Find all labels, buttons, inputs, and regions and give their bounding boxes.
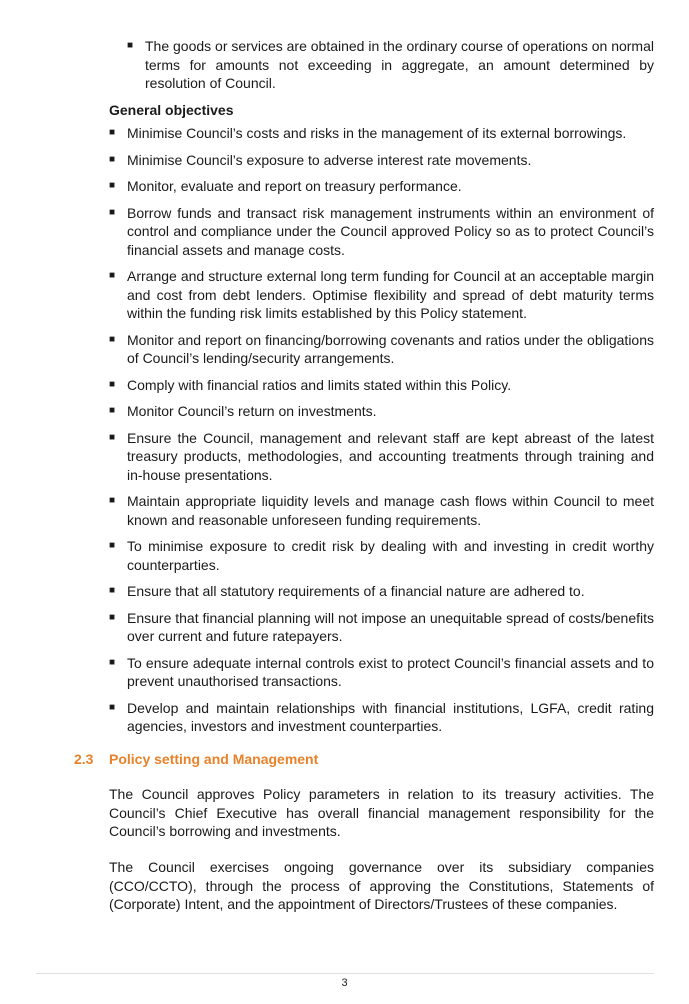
list-item-text: Develop and maintain relationships with financial institutions, LGFA, credit rating agencies, investors and investment counterparties. — [127, 699, 654, 734]
list-item-text: Minimise Council’s exposure to adverse interest rate movements. — [127, 151, 532, 168]
list-item-text: Ensure that all statutory requirements of a financial nature are adhered to. — [127, 583, 585, 599]
list-item-text: Ensure the Council, management and relevant staff are kept abreast of the latest treasury products, methodologies, and accounting treatments through training and in-house presentations. — [127, 429, 654, 483]
general-objectives-list — [109, 124, 654, 744]
section-paragraph: The Council approves Policy parameters in relation to its treasury activities. The Council’s Chief Executive has overall financial management responsibility for the Council’s borrowing and investments. — [109, 786, 654, 839]
square-bullet-icon: ■ — [109, 495, 116, 506]
square-bullet-icon: ■ — [109, 431, 116, 443]
list-item — [109, 124, 654, 143]
square-bullet-icon: ■ — [109, 270, 116, 281]
list-item-text: Monitor Council’s return on investments. — [127, 403, 377, 419]
square-bullet-icon: ■ — [109, 153, 116, 165]
footer-divider — [36, 973, 654, 974]
list-item — [109, 267, 654, 323]
square-bullet-icon: ■ — [109, 405, 116, 416]
square-bullet-icon: ■ — [127, 40, 134, 51]
list-item-text: To minimise exposure to credit risk by dealing with and investing in credit worthy counterparties. — [127, 538, 654, 573]
list-item — [127, 37, 654, 93]
section-paragraph: The Council exercises ongoing governance over its subsidiary companies (CCO/CCTO), through the process of approving the Constitutions, Statements of (Corporate) Intent, and the appointment of Directors/Trustees of these companies. — [109, 859, 654, 912]
list-item — [109, 582, 654, 601]
list-item — [109, 654, 654, 691]
square-bullet-icon: ■ — [109, 127, 116, 138]
square-bullet-icon: ■ — [109, 206, 116, 218]
square-bullet-icon: ■ — [109, 180, 116, 191]
square-bullet-icon: ■ — [109, 656, 116, 668]
list-item — [109, 609, 654, 646]
list-item-text: The goods or services are obtained in the ordinary course of operations on normal terms for amounts not exceeding in aggregate, an amount determined by resolution of Council. — [145, 38, 654, 91]
section-title: Policy setting and Management — [109, 751, 319, 767]
square-bullet-icon: ■ — [109, 540, 116, 551]
square-bullet-icon: ■ — [109, 333, 116, 345]
list-item-text: Comply with financial ratios and limits stated within this Policy. — [127, 376, 512, 393]
square-bullet-icon: ■ — [109, 701, 116, 713]
general-objectives-heading: General objectives — [109, 102, 234, 118]
page-number: 3 — [341, 977, 348, 989]
list-item — [109, 492, 654, 529]
list-item — [109, 177, 654, 196]
section-number: 2.3 — [74, 751, 94, 767]
list-item-text: Ensure that financial planning will not impose an unequitable spread of costs/benefits over current and future ratepayers. — [127, 609, 654, 644]
list-item — [109, 151, 654, 170]
list-item-text: Arrange and structure external long term funding for Council at an acceptable margin and cost from debt lenders. Optimise flexibility and spread of debt maturity terms within the funding risk limits established by this Policy statement. — [127, 268, 654, 321]
list-item — [109, 537, 654, 574]
list-item-text: Monitor and report on financing/borrowing covenants and ratios under the obligations of Council’s lending/security arrangements. — [127, 331, 654, 366]
list-item — [109, 699, 654, 736]
list-item — [109, 204, 654, 260]
section-heading — [74, 750, 654, 768]
list-item-text: Monitor, evaluate and report on treasury performance. — [127, 178, 462, 194]
intro-bullet-list — [127, 37, 654, 101]
square-bullet-icon: ■ — [109, 585, 116, 596]
list-item — [109, 376, 654, 395]
square-bullet-icon: ■ — [109, 378, 116, 390]
list-item — [109, 402, 654, 421]
list-item — [109, 331, 654, 368]
list-item-text: Borrow funds and transact risk management instruments within an environment of control and compliance under the Council approved Policy so as to protect Council’s financial assets and manage costs. — [127, 204, 654, 258]
list-item — [109, 429, 654, 485]
square-bullet-icon: ■ — [109, 611, 116, 623]
list-item-text: To ensure adequate internal controls exist to protect Council’s financial assets and to prevent unauthorised transactions. — [127, 654, 654, 689]
list-item-text: Minimise Council’s costs and risks in the management of its external borrowings. — [127, 125, 627, 141]
list-item-text: Maintain appropriate liquidity levels and manage cash flows within Council to meet known and reasonable unforeseen funding requirements. — [127, 493, 654, 528]
